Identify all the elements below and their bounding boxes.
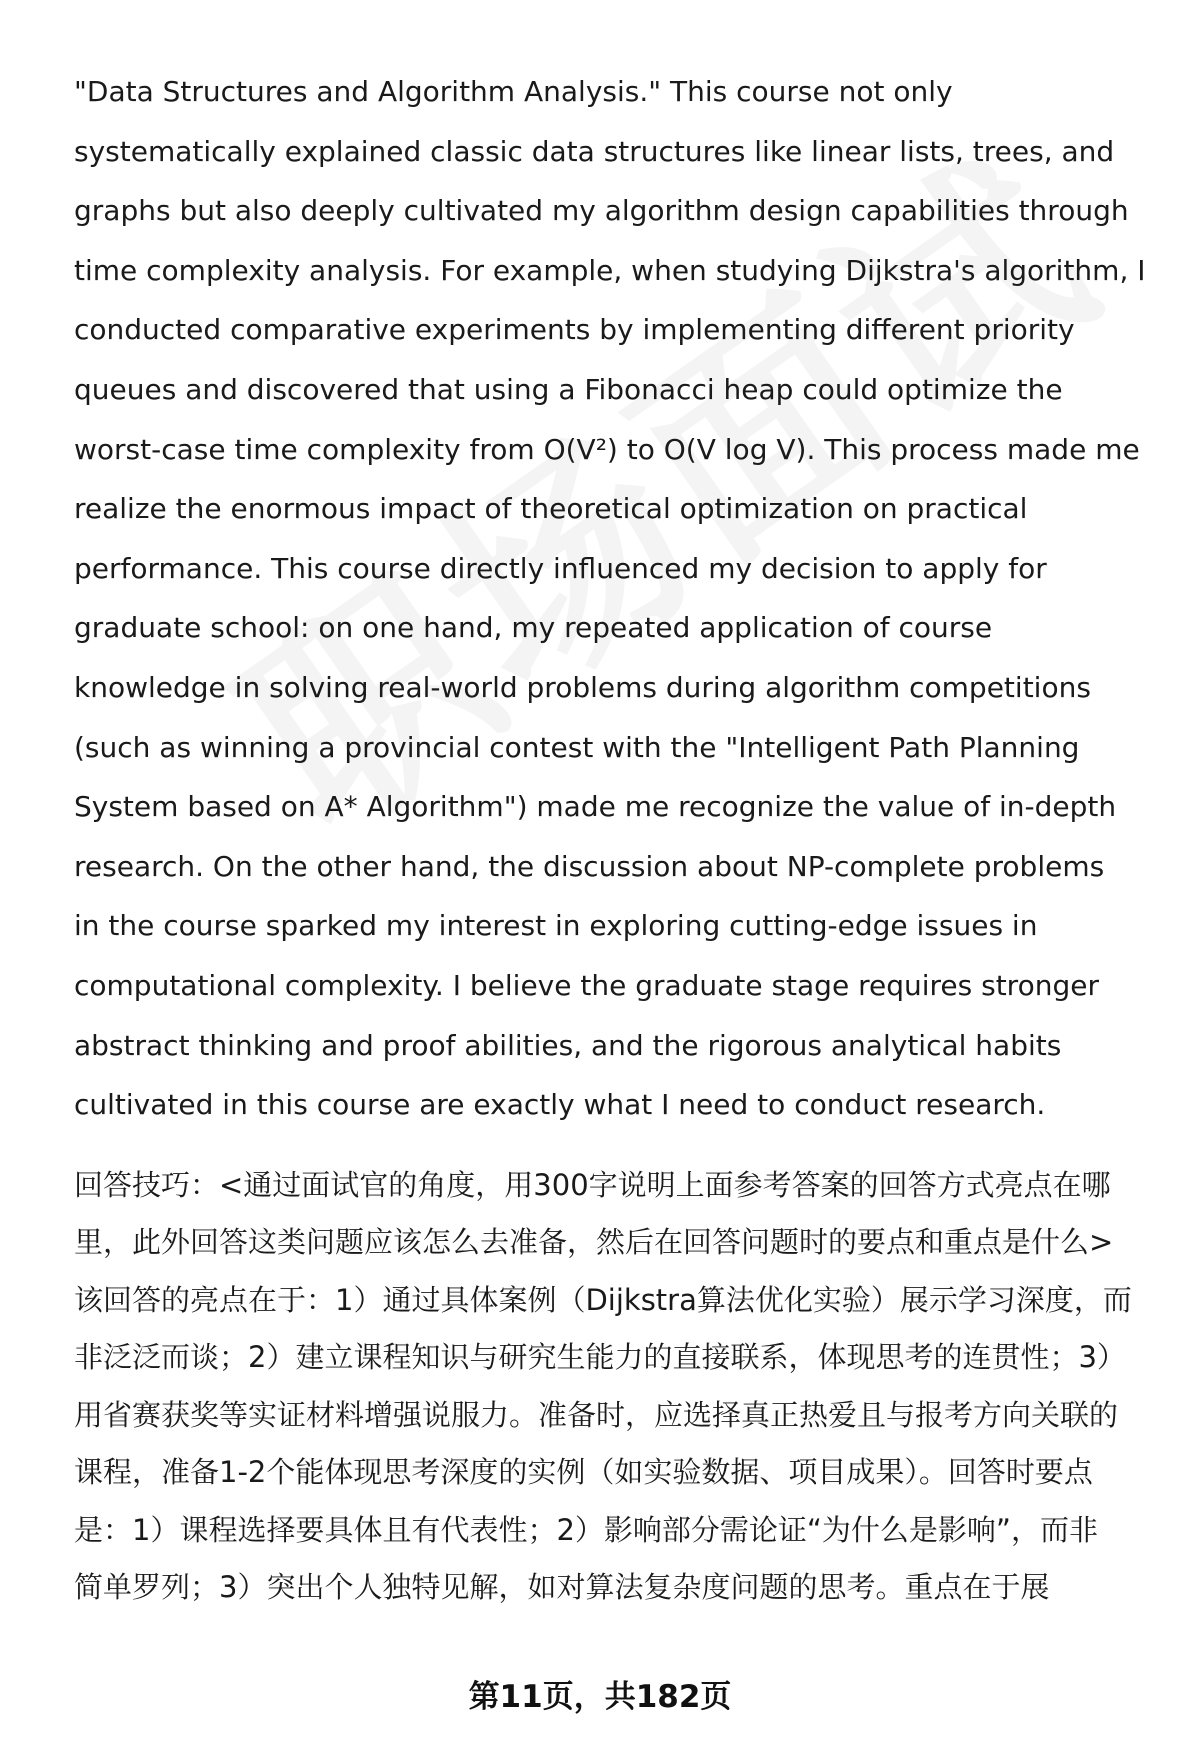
text-line: "Data Structures and Algorithm Analysis." This course not only	[74, 75, 953, 108]
text-line: research. On the other hand, the discussion about NP-complete problems	[74, 849, 1105, 883]
text-line: 用省赛获奖等实证材料增强说服力。准备时，应选择真正热爱且与报考方向关联的	[74, 1397, 1119, 1432]
page-number-footer: 第11页，共182页	[468, 1679, 732, 1715]
text-line: knowledge in solving real-world problems during algorithm competitions	[74, 670, 1091, 704]
text-line: time complexity analysis. For example, when studying Dijkstra's algorithm, I	[74, 253, 1146, 287]
text-line: queues and discovered that using a Fibonacci heap could optimize the	[74, 372, 1063, 406]
text-line: 回答技巧：<通过面试官的角度，用300字说明上面参考答案的回答方式亮点在哪	[74, 1167, 1111, 1202]
text-line: conducted comparative experiments by implementing different priority	[74, 313, 1075, 347]
text-line: (such as winning a provincial contest with the "Intelligent Path Planning	[74, 730, 1080, 764]
text-line: in the course sparked my interest in exploring cutting-edge issues in	[74, 909, 1038, 943]
text-line: 课程，准备1-2个能体现思考深度的实例（如实验数据、项目成果）。回答时要点	[74, 1455, 1093, 1490]
text-line: graphs but also deeply cultivated my algorithm design capabilities through	[74, 194, 1129, 228]
text-line: 是：1）课程选择要具体且有代表性；2）影响部分需论证“为什么是影响”，而非	[74, 1512, 1098, 1547]
chinese-paragraph	[74, 1157, 1154, 1617]
text-line: computational complexity. I believe the graduate stage requires stronger	[74, 968, 1099, 1002]
text-line: 里，此外回答这类问题应该怎么去准备，然后在回答问题时的要点和重点是什么>	[74, 1225, 1114, 1260]
text-line: realize the enormous impact of theoretical optimization on practical	[74, 492, 1028, 526]
text-line: abstract thinking and proof abilities, and the rigorous analytical habits	[74, 1028, 1062, 1062]
text-line: 简单罗列；3）突出个人独特见解，如对算法复杂度问题的思考。重点在于展	[74, 1570, 1050, 1605]
text-line: systematically explained classic data structures like linear lists, trees, and	[74, 134, 1115, 168]
text-line: graduate school: on one hand, my repeated application of course	[74, 611, 993, 645]
text-line: cultivated in this course are exactly what I need to conduct research.	[74, 1088, 1046, 1122]
text-line: performance. This course directly influenced my decision to apply for	[74, 551, 1047, 585]
text-line: worst-case time complexity from O(V²) to O(V log V). This process made me	[74, 432, 1140, 466]
text-line: 非泛泛而谈；2）建立课程知识与研究生能力的直接联系，体现思考的连贯性；3）	[74, 1340, 1126, 1375]
text-line: 该回答的亮点在于：1）通过具体案例（Dijkstra算法优化实验）展示学习深度，而	[74, 1282, 1132, 1317]
english-paragraph	[74, 62, 1154, 1135]
text-line: System based on A* Algorithm") made me recognize the value of in-depth	[74, 790, 1117, 824]
page-content	[74, 62, 1154, 1617]
